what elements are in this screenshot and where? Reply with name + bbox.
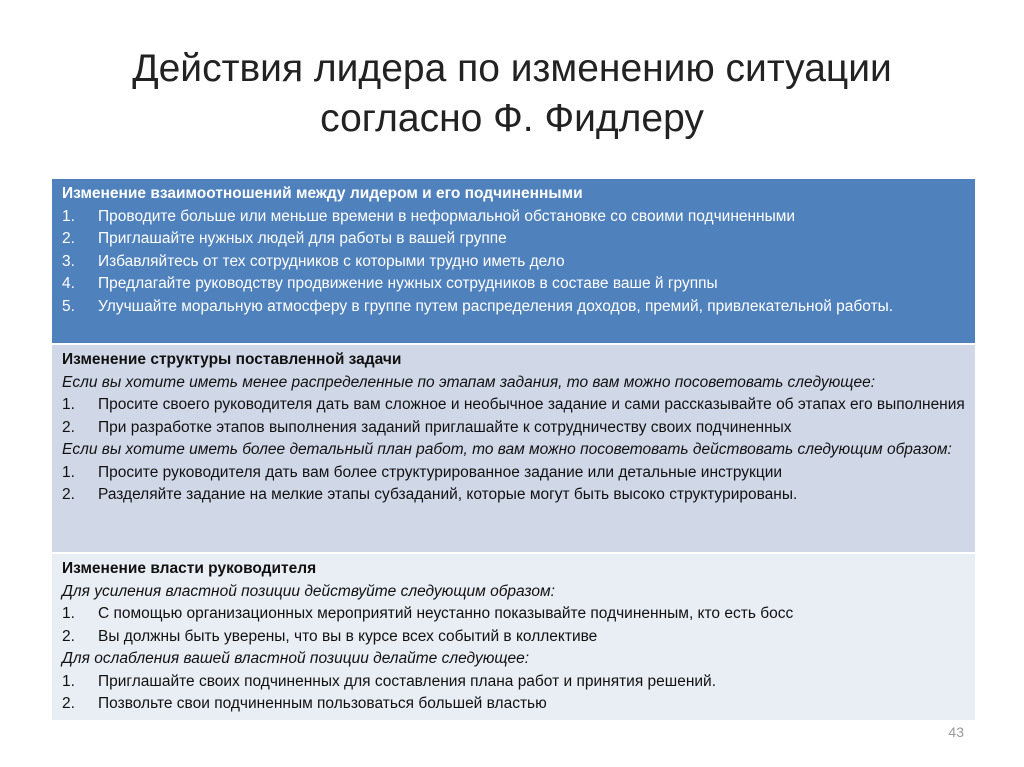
title-line-1: Действия лидера по изменению ситуации — [132, 47, 892, 90]
list-number: 2. — [62, 695, 75, 712]
list-item-text: Вы должны быть уверены, что вы в курсе всех событий в коллективе — [98, 627, 598, 645]
page-number: 43 — [948, 724, 964, 740]
list-item-text: Позвольте свои подчиненным пользоваться большей властью — [98, 695, 547, 712]
list-number: 5. — [62, 297, 75, 315]
list-item — [62, 484, 965, 507]
section-subheading: Для усиления властной позиции действуйте следующим образом: — [62, 582, 555, 600]
slide-title — [0, 44, 1024, 144]
section-subheading: Если вы хотите иметь более детальный план работ, то вам можно посоветовать действовать следующим образом: — [62, 441, 952, 458]
section-heading: Изменение взаимоотношений между лидером и его подчиненными — [62, 185, 583, 202]
list-number: 2. — [62, 418, 75, 436]
list-item — [62, 626, 965, 649]
row-task-structure — [52, 345, 975, 552]
list-number: 4. — [62, 275, 75, 292]
list-item-text: Предлагайте руководству продвижение нужных сотрудников в составе ваше й группы — [98, 275, 718, 292]
list-item — [62, 603, 965, 626]
list-item — [62, 228, 965, 251]
list-item-text: Избавляйтесь от тех сотрудников с которыми трудно иметь дело — [98, 252, 565, 270]
list-number: 1. — [62, 605, 75, 622]
row-relationships — [52, 179, 975, 343]
list-number: 2. — [62, 627, 75, 645]
section-subheading: Если вы хотите иметь менее распределенные по этапам задания, то вам можно посоветовать следующее: — [62, 373, 876, 391]
section-subheading: Для ослабления вашей властной позиции делайте следующее: — [62, 650, 530, 667]
list-number: 1. — [62, 396, 75, 413]
list-item — [62, 206, 965, 229]
list-number: 1. — [62, 672, 75, 690]
list-number: 1. — [62, 207, 75, 225]
row-leader-power — [52, 554, 975, 720]
list-item — [62, 462, 965, 485]
list-item-text: Приглашайте своих подчиненных для составления плана работ и принятия решений. — [98, 672, 717, 690]
list-item — [62, 251, 965, 274]
list-number: 2. — [62, 486, 75, 503]
section-heading: Изменение власти руководителя — [62, 560, 317, 577]
title-line-2: согласно Ф. Фидлеру — [320, 97, 704, 140]
list-number: 2. — [62, 230, 75, 247]
content-table — [52, 179, 975, 722]
list-item-text: Просите руководителя дать вам более структурированное задание или детальные инструкции — [98, 463, 783, 481]
list-item — [62, 417, 965, 440]
list-item — [62, 394, 965, 417]
list-number: 1. — [62, 463, 75, 481]
list-item — [62, 693, 965, 716]
list-item — [62, 273, 965, 296]
list-item-text: Разделяйте задание на мелкие этапы субзаданий, которые могут быть высоко структурированы. — [98, 486, 798, 503]
list-number: 3. — [62, 252, 75, 270]
list-item-text: При разработке этапов выполнения заданий приглашайте к сотрудничеству своих подчиненных — [98, 418, 792, 436]
list-item — [62, 296, 965, 319]
section-heading: Изменение структуры поставленной задачи — [62, 351, 402, 368]
list-item-text: Улучшайте моральную атмосферу в группе путем распределения доходов, премий, привлекательной работы. — [98, 297, 894, 315]
list-item-text: Просите своего руководителя дать вам сложное и необычное задание и сами рассказывайте об этапах его выполнения — [98, 396, 965, 413]
list-item-text: Приглашайте нужных людей для работы в вашей группе — [98, 230, 507, 247]
list-item-text: С помощью организационных мероприятий неустанно показывайте подчиненным, кто есть босс — [98, 605, 794, 622]
list-item — [62, 671, 965, 694]
list-item-text: Проводите больше или меньше времени в неформальной обстановке со своими подчиненными — [98, 207, 796, 225]
